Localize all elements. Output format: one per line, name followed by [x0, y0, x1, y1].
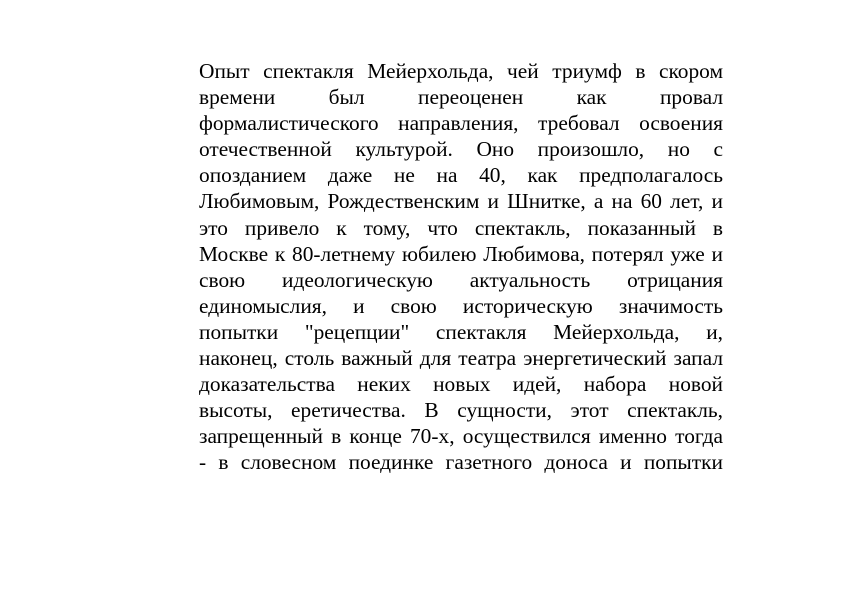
body-text	[199, 58, 723, 476]
text-line: доказательства неких новых идей, набора новой	[199, 372, 723, 397]
text-line: опозданием даже не на 40, как предполагалось	[199, 163, 723, 188]
text-line: свою идеологическую актуальность отрицания	[199, 267, 723, 292]
text-line: отечественной культурой. Оно произошло, но с	[199, 137, 723, 162]
text-line: это привело к тому, что спектакль, показанный в	[199, 215, 723, 240]
text-line: наконец, столь важный для театра энергетический запал	[199, 346, 723, 371]
text-line: формалистического направления, требовал освоения	[199, 111, 723, 136]
text-line: единомыслия, и свою историческую значимость	[199, 293, 723, 318]
text-line: запрещенный в конце 70-х, осуществился именно тогда	[199, 424, 723, 449]
text-line: высоты, еретичества. В сущности, этот спектакль,	[199, 398, 723, 423]
text-line: времени был переоценен как провал	[199, 85, 723, 110]
text-line: Москве к 80-летнему юбилею Любимова, потерял уже и	[199, 241, 723, 266]
text-line: попытки "рецепции" спектакля Мейерхольда, и,	[199, 319, 723, 344]
text-line: Опыт спектакля Мейерхольда, чей триумф в скором	[199, 59, 723, 83]
text-line: - в словесном поединке газетного доноса и попытки	[199, 450, 723, 475]
text-line: Любимовым, Рождественским и Шнитке, а на 60 лет, и	[199, 189, 723, 214]
